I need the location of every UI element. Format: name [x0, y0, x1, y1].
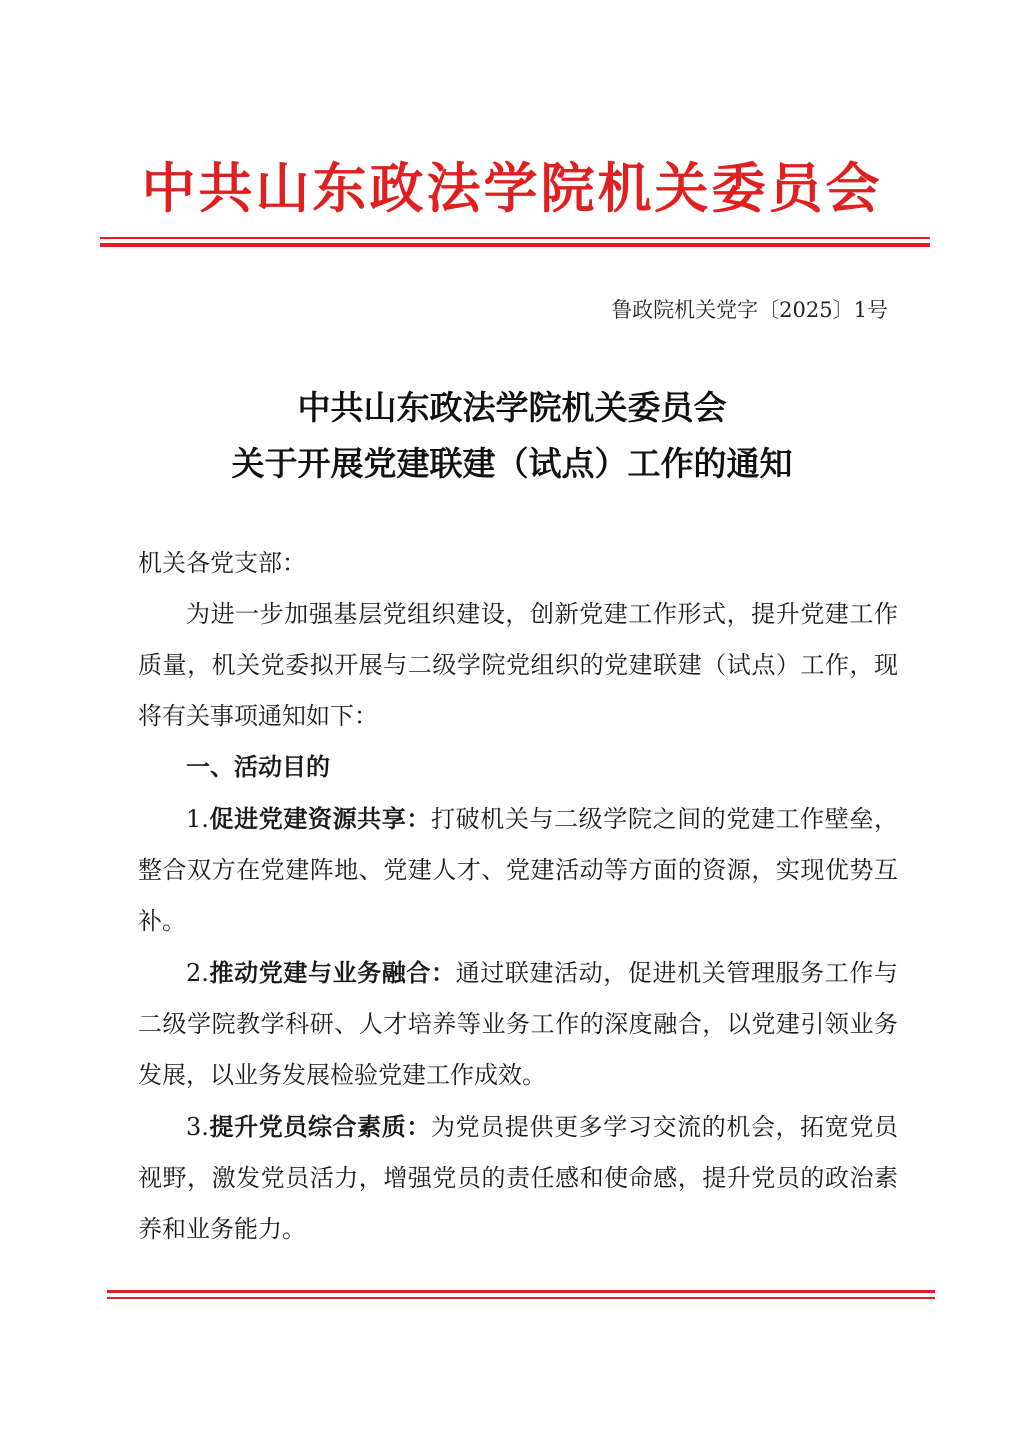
document-title-line-2: 关于开展党建联建（试点）工作的通知	[231, 444, 793, 483]
masthead-rule-thin	[100, 237, 930, 239]
item-text: 打破机关与二级学院之间的党建工作壁垒，整合双方在党建阵地、党建人才、党建活动等方面的资源，实现优势互补。	[138, 805, 899, 935]
item-text: 通过联建活动，促进机关管理服务工作与二级学院教学科研、人才培养等业务工作的深度融合，以党建引领业务发展，以业务发展检验党建工作成效。	[138, 959, 899, 1089]
intro-paragraph: 为进一步加强基层党组织建设，创新党建工作形式，提升党建工作质量，机关党委拟开展与二级学院党组织的党建联建（试点）工作，现将有关事项通知如下：	[138, 600, 898, 730]
item-text: 为党员提供更多学习交流的机会，拓宽党员视野，激发党员活力，增强党员的责任感和使命感，提升党员的政治素养和业务能力。	[138, 1113, 899, 1243]
footer-rule-thick	[107, 1290, 935, 1293]
list-item	[138, 1101, 898, 1255]
document-title-line-1: 中共山东政法学院机关委员会	[297, 388, 727, 427]
masthead-org-name: 中共山东政法学院机关委员会	[141, 156, 883, 220]
footer-rule-thin	[107, 1297, 935, 1299]
section-heading-purpose: 一、活动目的	[186, 753, 330, 781]
item-number: 2.	[186, 959, 209, 987]
item-number: 1.	[186, 805, 209, 833]
item-title: 推动党建与业务融合：	[208, 958, 456, 987]
document-number: 鲁政院机关党字〔2025〕1号	[611, 298, 888, 322]
item-number: 3.	[186, 1113, 209, 1141]
item-title: 促进党建资源共享：	[208, 804, 432, 833]
list-item	[138, 947, 898, 1101]
salutation: 机关各党支部：	[138, 549, 306, 577]
masthead-rule-thick	[100, 243, 930, 247]
document-body	[138, 538, 898, 1255]
item-title: 提升党员综合素质：	[208, 1112, 432, 1141]
list-item	[138, 793, 898, 947]
